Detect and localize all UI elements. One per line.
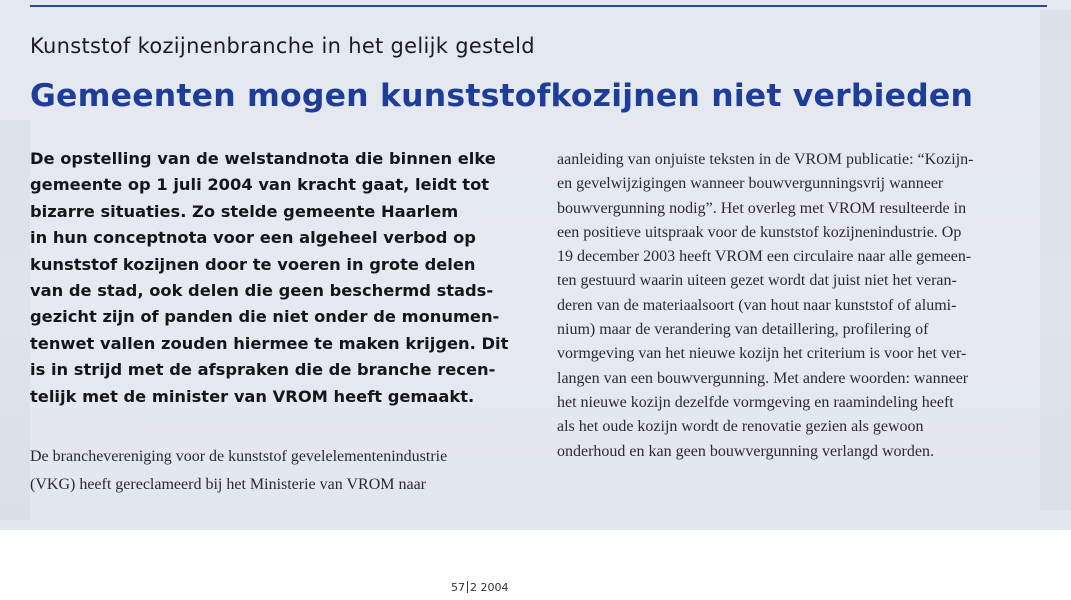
lead-line: bizarre situaties. Zo stelde gemeente Haarlem <box>30 201 459 221</box>
page-number: 57 <box>451 581 465 594</box>
body-line: nium) maar de verandering van detaillering, profilering of <box>557 321 929 339</box>
body-line: het nieuwe kozijn dezelfde vormgeving en raamindeling heeft <box>557 393 954 411</box>
body-column-left <box>30 443 530 499</box>
body-line: ten gestuurd waarin uiteen gezet wordt dat juist niet het veran- <box>557 272 957 290</box>
body-line: (VKG) heeft gereclameerd bij het Ministerie van VROM naar <box>30 476 427 493</box>
lead-line: De opstelling van de welstandnota die binnen elke <box>30 149 496 168</box>
lead-line: in hun conceptnota voor een algeheel verbod op <box>30 228 476 248</box>
lead-line: kunststof kozijnen door te voeren in grote delen <box>30 254 476 274</box>
body-line: onderhoud en kan geen bouwvergunning verlangd worden. <box>557 442 934 460</box>
body-line: langen van een bouwvergunning. Met andere woorden: wanneer <box>557 369 969 387</box>
body-line: als het oude kozijn wordt de renovatie gezien als gewoon <box>557 418 924 436</box>
body-line: een positieve uitspraak voor de kunststof kozijnenindustrie. Op <box>557 223 962 241</box>
page-folio <box>451 581 509 594</box>
lead-line: van de stad, ook delen die geen beschermd stads- <box>30 281 494 301</box>
lead-line: telijk met de minister van VROM heeft gemaakt. <box>30 386 475 406</box>
lead-line: gemeente op 1 juli 2004 van kracht gaat, leidt tot <box>30 175 490 195</box>
body-line: en gevelwijzigingen wanneer bouwvergunningsvrij wanneer <box>557 175 944 193</box>
body-column-right <box>557 148 1052 464</box>
issue-label: 2 2004 <box>470 581 509 594</box>
article-headline: Gemeenten mogen kunststofkozijnen niet verbieden <box>30 78 974 114</box>
bleed-through-left <box>0 120 30 520</box>
lead-line: is in strijd met de afspraken die de branche recen- <box>30 360 496 380</box>
body-line: 19 december 2003 heeft VROM een circulaire naar alle gemeen- <box>557 248 972 266</box>
article-kicker: Kunststof kozijnenbranche in het gelijk gesteld <box>30 34 535 58</box>
lead-line: tenwet vallen zouden hiermee te maken krijgen. Dit <box>30 333 509 353</box>
lead-paragraph <box>30 146 530 410</box>
body-line: bouwvergunning nodig”. Het overleg met VROM resulteerde in <box>557 199 967 217</box>
body-line: vormgeving van het nieuwe kozijn het criterium is voor het ver- <box>557 345 967 363</box>
body-line: De branchevereniging voor de kunststof gevelelementenindustrie <box>30 448 448 465</box>
body-line: aanleiding van onjuiste teksten in de VROM publicatie: “Kozijn- <box>557 151 974 168</box>
folio-divider <box>467 581 468 593</box>
top-rule <box>30 5 1047 7</box>
lead-line: gezicht zijn of panden die niet onder de monumen- <box>30 307 500 327</box>
body-line: deren van de materiaalsoort (van hout naar kunststof of alumi- <box>557 296 957 314</box>
